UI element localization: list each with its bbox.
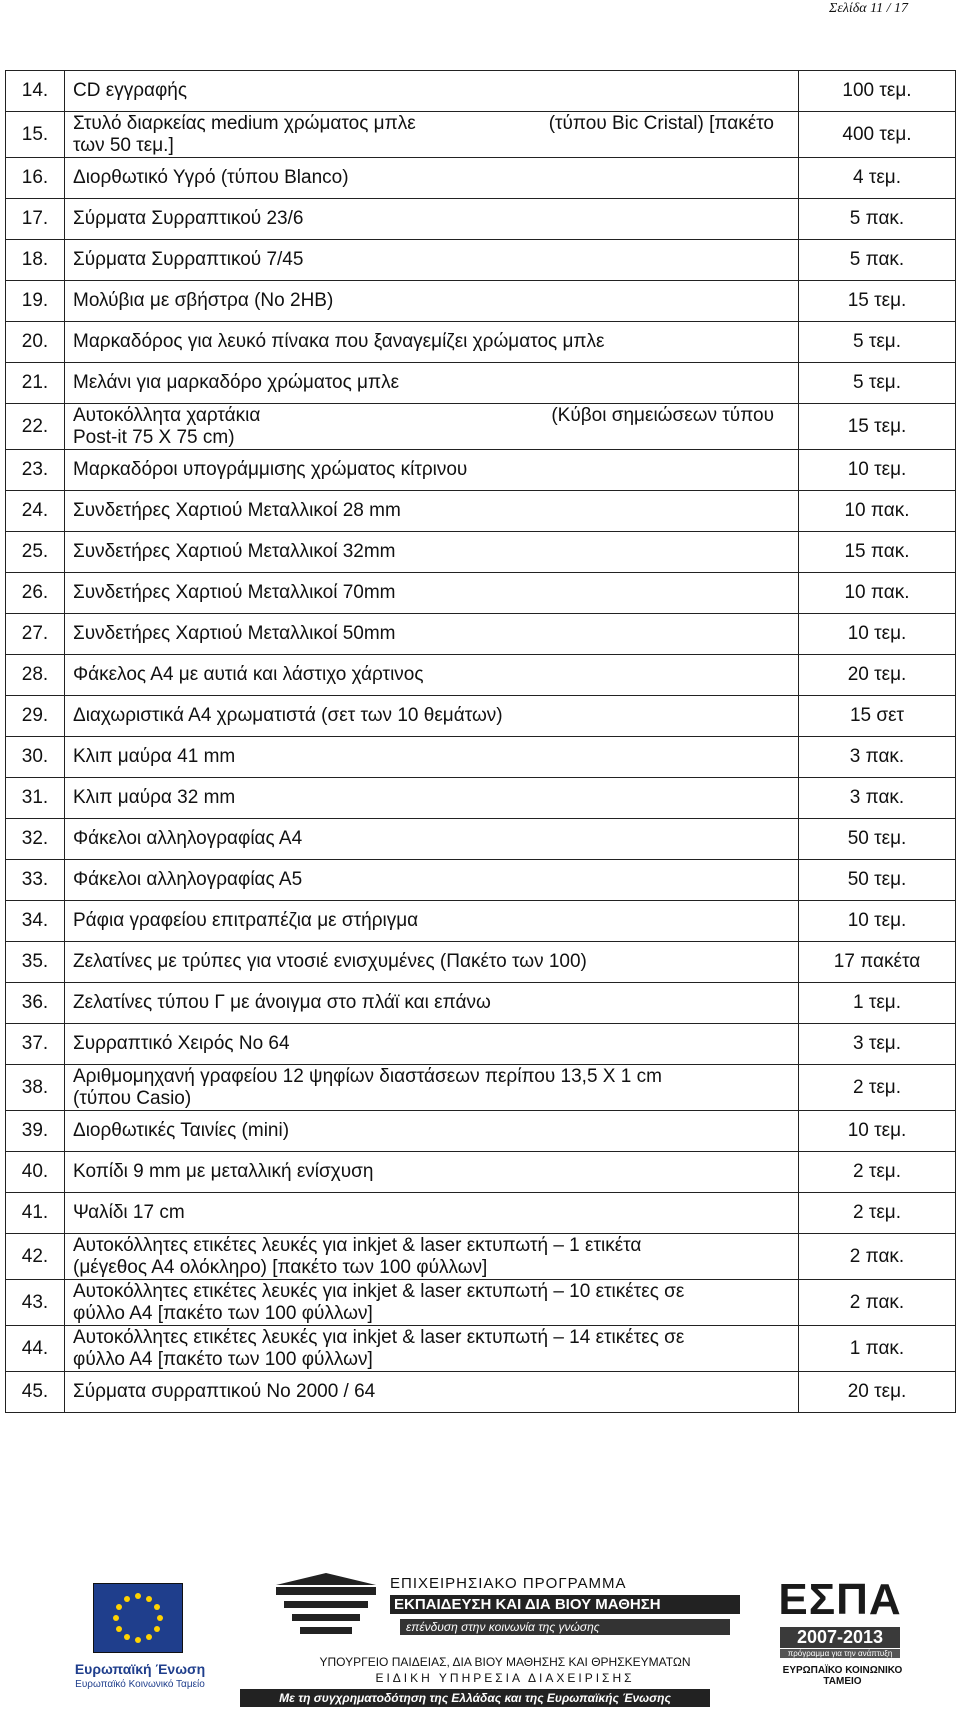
item-description: Κοπίδι 9 mm με μεταλλική ενίσχυση xyxy=(65,1152,799,1193)
item-number: 41. xyxy=(6,1193,65,1234)
item-number: 27. xyxy=(6,614,65,655)
item-quantity: 15 πακ. xyxy=(799,532,956,573)
page-number-header: Σελίδα 11 / 17 xyxy=(829,1,908,16)
table-row xyxy=(6,1024,956,1065)
item-description: Ράφια γραφείου επιτραπέζια με στήριγμα xyxy=(65,901,799,942)
eu-name: Ευρωπαϊκή Ένωση xyxy=(74,1661,206,1677)
item-quantity: 100 τεμ. xyxy=(799,71,956,112)
item-description-part: Αυτοκόλλητα χαρτάκια xyxy=(73,404,261,426)
table-row xyxy=(6,112,956,158)
item-description xyxy=(65,1065,799,1111)
item-number: 25. xyxy=(6,532,65,573)
table-row xyxy=(6,1065,956,1111)
item-number: 40. xyxy=(6,1152,65,1193)
item-number: 36. xyxy=(6,983,65,1024)
item-quantity: 10 πακ. xyxy=(799,491,956,532)
table-row xyxy=(6,491,956,532)
table-row xyxy=(6,860,956,901)
table-row xyxy=(6,942,956,983)
table-row xyxy=(6,983,956,1024)
item-quantity: 5 πακ. xyxy=(799,240,956,281)
table-row xyxy=(6,737,956,778)
item-description-line-1 xyxy=(73,405,798,427)
item-description: Συνδετήρες Χαρτιού Μεταλλικοί 32mm xyxy=(65,532,799,573)
item-number: 30. xyxy=(6,737,65,778)
espa-logo xyxy=(770,1565,920,1690)
item-quantity: 3 τεμ. xyxy=(799,1024,956,1065)
item-description: Διορθωτικό Υγρό (τύπου Blanco) xyxy=(65,158,799,199)
item-quantity: 10 τεμ. xyxy=(799,450,956,491)
item-description: CD εγγραφής xyxy=(65,71,799,112)
item-number: 14. xyxy=(6,71,65,112)
item-number: 31. xyxy=(6,778,65,819)
item-description-line-1 xyxy=(73,113,798,135)
item-quantity: 15 τεμ. xyxy=(799,281,956,322)
table-row xyxy=(6,322,956,363)
item-number: 43. xyxy=(6,1280,65,1326)
table-row xyxy=(6,158,956,199)
item-description-line-1 xyxy=(73,1281,798,1303)
item-description: Μαρκαδόρος για λευκό πίνακα που ξαναγεμίζει χρώματος μπλε xyxy=(65,322,799,363)
item-number: 29. xyxy=(6,696,65,737)
item-number: 32. xyxy=(6,819,65,860)
item-number: 22. xyxy=(6,404,65,450)
item-quantity: 5 τεμ. xyxy=(799,363,956,404)
item-description: Κλιπ μαύρα 32 mm xyxy=(65,778,799,819)
item-quantity: 15 τεμ. xyxy=(799,404,956,450)
item-quantity: 4 τεμ. xyxy=(799,158,956,199)
table-row xyxy=(6,1193,956,1234)
footer-logos xyxy=(35,1565,920,1705)
item-description: Φάκελοι αλληλογραφίας Α4 xyxy=(65,819,799,860)
table-row xyxy=(6,199,956,240)
item-number: 26. xyxy=(6,573,65,614)
table-row xyxy=(6,573,956,614)
table-row xyxy=(6,1372,956,1413)
item-quantity: 2 τεμ. xyxy=(799,1152,956,1193)
item-description xyxy=(65,1234,799,1280)
item-quantity: 5 πακ. xyxy=(799,199,956,240)
table-row xyxy=(6,1234,956,1280)
item-description: Συρραπτικό Χειρός Νο 64 xyxy=(65,1024,799,1065)
table-row xyxy=(6,71,956,112)
item-description-line-2: (μέγεθος Α4 ολόκληρο) [πακέτο των 100 φύλλων] xyxy=(73,1256,488,1278)
table-row xyxy=(6,281,956,322)
item-number: 42. xyxy=(6,1234,65,1280)
item-description: Συνδετήρες Χαρτιού Μεταλλικοί 50mm xyxy=(65,614,799,655)
program-slogan: επένδυση στην κοινωνία της γνώσης xyxy=(400,1619,730,1635)
item-number: 16. xyxy=(6,158,65,199)
item-number: 24. xyxy=(6,491,65,532)
item-number: 18. xyxy=(6,240,65,281)
item-quantity: 2 πακ. xyxy=(799,1234,956,1280)
item-quantity: 10 τεμ. xyxy=(799,1111,956,1152)
item-description-part: Στυλό διαρκείας medium χρώματος μπλε xyxy=(73,112,416,134)
item-description-line-2: Post-it 75 X 75 cm) xyxy=(73,426,235,448)
item-number: 19. xyxy=(6,281,65,322)
item-number: 20. xyxy=(6,322,65,363)
item-description-part: Αριθμομηχανή γραφείου 12 ψηφίων διαστάσεων περίπου 13,5 X 1 cm xyxy=(73,1065,662,1087)
item-quantity: 10 τεμ. xyxy=(799,614,956,655)
item-description xyxy=(65,112,799,158)
item-description-line-1 xyxy=(73,1327,798,1349)
item-quantity: 5 τεμ. xyxy=(799,322,956,363)
table-row xyxy=(6,655,956,696)
item-number: 35. xyxy=(6,942,65,983)
table-row xyxy=(6,1111,956,1152)
item-description-part: Αυτοκόλλητες ετικέτες λευκές για inkjet & laser εκτυπωτή – 14 ετικέτες σε xyxy=(73,1326,685,1348)
item-quantity: 50 τεμ. xyxy=(799,860,956,901)
item-description-part: Αυτοκόλλητες ετικέτες λευκές για inkjet & laser εκτυπωτή – 1 ετικέτα xyxy=(73,1234,642,1256)
table-row xyxy=(6,532,956,573)
item-number: 33. xyxy=(6,860,65,901)
item-number: 38. xyxy=(6,1065,65,1111)
ministry-name: ΥΠΟΥΡΓΕΙΟ ΠΑΙΔΕΙΑΣ, ΔΙΑ ΒΙΟΥ ΜΑΘΗΣΗΣ ΚΑΙ ΘΡΗΣΚΕΥΜΑΤΩΝ xyxy=(319,1655,691,1669)
item-description xyxy=(65,1326,799,1372)
item-quantity: 50 τεμ. xyxy=(799,819,956,860)
items-table-body xyxy=(6,71,956,1413)
table-row xyxy=(6,363,956,404)
item-quantity: 400 τεμ. xyxy=(799,112,956,158)
item-description: Ζελατίνες τύπου Γ με άνοιγμα στο πλάϊ και επάνω xyxy=(65,983,799,1024)
item-quantity: 10 πακ. xyxy=(799,573,956,614)
item-quantity: 1 τεμ. xyxy=(799,983,956,1024)
item-description-part: (Κύβοι σημειώσεων τύπου xyxy=(551,404,774,426)
item-quantity: 20 τεμ. xyxy=(799,655,956,696)
item-description: Διορθωτικές Ταινίες (mini) xyxy=(65,1111,799,1152)
item-description: Συνδετήρες Χαρτιού Μεταλλικοί 28 mm xyxy=(65,491,799,532)
table-row xyxy=(6,1280,956,1326)
item-number: 37. xyxy=(6,1024,65,1065)
espa-subtitle: πρόγραμμα για την ανάπτυξη xyxy=(780,1649,900,1658)
table-row xyxy=(6,901,956,942)
item-number: 21. xyxy=(6,363,65,404)
program-logo xyxy=(270,1565,740,1705)
item-quantity: 15 σετ xyxy=(799,696,956,737)
item-description: Σύρματα Συρραπτικού 23/6 xyxy=(65,199,799,240)
table-row xyxy=(6,778,956,819)
item-quantity: 1 πακ. xyxy=(799,1326,956,1372)
item-description-line-2: των 50 τεμ.] xyxy=(73,134,174,156)
program-emblem-icon xyxy=(270,1573,382,1647)
program-title: ΕΠΙΧΕΙΡΗΣΙΑΚΟ ΠΡΟΓΡΑΜΜΑ xyxy=(390,1575,627,1592)
item-quantity: 20 τεμ. xyxy=(799,1372,956,1413)
espa-fund: ΕΥΡΩΠΑΪΚΟ ΚΟΙΝΩΝΙΚΟ ΤΑΜΕΙΟ xyxy=(782,1665,903,1687)
table-row xyxy=(6,1326,956,1372)
item-description-line-2: φύλλο Α4 [πακέτο των 100 φύλλων] xyxy=(73,1348,373,1370)
table-row xyxy=(6,696,956,737)
item-description xyxy=(65,1280,799,1326)
item-number: 34. xyxy=(6,901,65,942)
item-number: 45. xyxy=(6,1372,65,1413)
item-description: Μελάνι για μαρκαδόρο χρώματος μπλε xyxy=(65,363,799,404)
item-number: 17. xyxy=(6,199,65,240)
item-description: Συνδετήρες Χαρτιού Μεταλλικοί 70mm xyxy=(65,573,799,614)
item-description: Μαρκαδόροι υπογράμμισης χρώματος κίτρινου xyxy=(65,450,799,491)
item-quantity: 17 πακέτα xyxy=(799,942,956,983)
eu-logo xyxy=(65,1583,205,1703)
item-number: 23. xyxy=(6,450,65,491)
item-number: 15. xyxy=(6,112,65,158)
item-number: 28. xyxy=(6,655,65,696)
item-quantity: 2 τεμ. xyxy=(799,1193,956,1234)
managing-authority: ΕΙΔΙΚΗ ΥΠΗΡΕΣΙΑ ΔΙΑΧΕΙΡΙΣΗΣ xyxy=(375,1671,635,1685)
item-description: Κλιπ μαύρα 41 mm xyxy=(65,737,799,778)
item-description: Σύρματα συρραπτικού Νο 2000 / 64 xyxy=(65,1372,799,1413)
item-number: 39. xyxy=(6,1111,65,1152)
items-table xyxy=(5,70,956,1413)
table-row xyxy=(6,614,956,655)
item-description: Ψαλίδι 17 cm xyxy=(65,1193,799,1234)
item-description: Μολύβια με σβήστρα (No 2HB) xyxy=(65,281,799,322)
eu-flag-icon xyxy=(93,1583,183,1653)
item-quantity: 2 πακ. xyxy=(799,1280,956,1326)
item-description-line-2: φύλλο Α4 [πακέτο των 100 φύλλων] xyxy=(73,1302,373,1324)
item-description: Σύρματα Συρραπτικού 7/45 xyxy=(65,240,799,281)
item-number: 44. xyxy=(6,1326,65,1372)
item-description-line-2: (τύπου Casio) xyxy=(73,1087,192,1109)
item-description-line-1 xyxy=(73,1235,798,1257)
table-row xyxy=(6,240,956,281)
item-description: Διαχωριστικά Α4 χρωματιστά (σετ των 10 θεμάτων) xyxy=(65,696,799,737)
item-description: Φάκελος Α4 με αυτιά και λάστιχο χάρτινος xyxy=(65,655,799,696)
program-name: ΕΚΠΑΙΔΕΥΣΗ ΚΑΙ ΔΙΑ ΒΙΟΥ ΜΑΘΗΣΗ xyxy=(390,1595,740,1614)
item-quantity: 10 τεμ. xyxy=(799,901,956,942)
item-quantity: 3 πακ. xyxy=(799,737,956,778)
item-description-part: (τύπου Bic Cristal) [πακέτο xyxy=(548,112,774,134)
item-description-part: Αυτοκόλλητες ετικέτες λευκές για inkjet & laser εκτυπωτή – 10 ετικέτες σε xyxy=(73,1280,685,1302)
item-description: Ζελατίνες με τρύπες για ντοσιέ ενισχυμένες (Πακέτο των 100) xyxy=(65,942,799,983)
item-description: Φάκελοι αλληλογραφίας Α5 xyxy=(65,860,799,901)
table-row xyxy=(6,450,956,491)
item-quantity: 2 τεμ. xyxy=(799,1065,956,1111)
espa-wordmark: ΕΣΠΑ xyxy=(778,1575,902,1624)
item-description xyxy=(65,404,799,450)
funding-statement: Με τη συγχρηματοδότηση της Ελλάδας και της Ευρωπαϊκής Ένωσης xyxy=(240,1689,710,1707)
eu-fund: Ευρωπαϊκό Κοινωνικό Ταμείο xyxy=(75,1679,205,1690)
item-quantity: 3 πακ. xyxy=(799,778,956,819)
table-row xyxy=(6,404,956,450)
item-description-line-1 xyxy=(73,1066,798,1088)
table-row xyxy=(6,819,956,860)
table-row xyxy=(6,1152,956,1193)
espa-years: 2007-2013 xyxy=(780,1627,900,1648)
